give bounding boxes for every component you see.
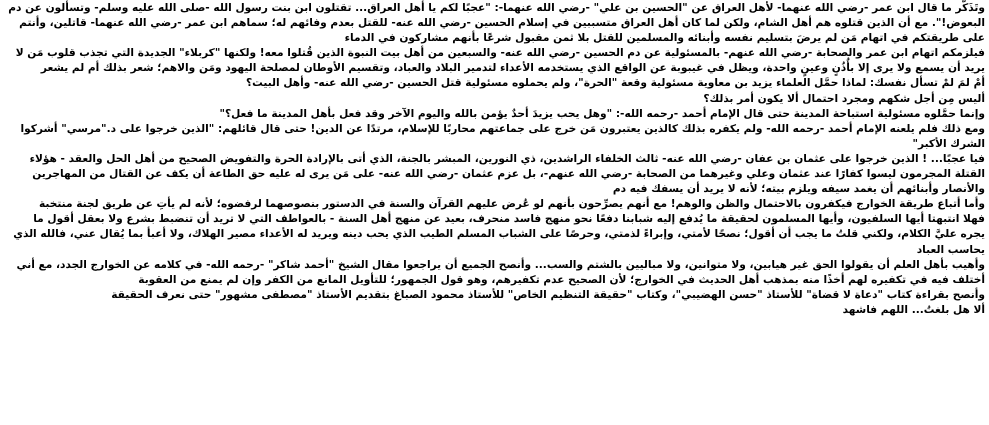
paragraph-ibn-umar-iraq: وتَذَكُّر ما قال ابن عمر -رضي الله عنهما- لأهل العراق عن "الحسين بن علي" -رضي الله عنهما-: "عجبًا لكم يا أهل العراق... تقتلون ابن بنت رسول الله -صلى الله عليه وسلم- وتسألون عن دم البعوض!". مع أن الذين قتلوه هم أهل الشام، ولكن لما كان أهل العراق متسببين في إسلام الحسين -رضي الله عنه- للقتل بعدم وفائهم له؛ سماهم ابن عمر -رضي الله عنهما- قاتلين، وأنتم على طريقتكم في اتهام مَن لم يرضَ بتسليم نفسه وأبنائه والمسلمين للقتل بلا ثمن مقبول شرعًا بأنهم مشاركون في الدماء [8, 2, 985, 45]
paragraph-no-takfir: ومع ذلك فلم يلعنه الإمام أحمد -رحمه الله- ولم يكفره بذلك كالذين يعتبرون مَن خرج على جماعتهم محاربًا للإسلام، مرتدًا عن الدين! حتى قال قائلهم: "الذين خرجوا على د."مرسي" أشركوا الشرك الأكبر" [20, 122, 985, 150]
paragraph-advice-scholars: وأهيب بأهل العلم أن يقولوا الحق غير هيابين، ولا متوانين، ولا مباليين بالشتم والسب... وأنصح الجميع أن يراجعوا مقال الشيخ "أحمد شاكر" -رحمه الله- في كلامه عن الخوارج الجدد، مع أني أختلف فيه في تكفيره لهم أخذًا منه بمذهب أهل الحديث في الخوارج؛ لأن الصحيح عدم تكفيرهم، وهو قول الجمهور؛ للتأويل المانع من الكفر وإن لم يمنع من العقوبة [16, 258, 985, 286]
paragraph-reading-advice: وأنصح بقراءة كتاب "دعاة لا قضاة" للأستاذ "حسن الهضيبي"، وكتاب "حقيقة التنظيم الخاص" للأستاذ محمود الصباغ بتقديم الأستاذ "مصطفى مشهور" حتى نعرف الحقيقة [111, 288, 985, 301]
paragraph-warning-salafis: فهلا انتبهتا أيها السلفيون، وأيها المسلمون لحقيقة ما يُدفع إليه شبابنا دفعًا نحو منهج فاسد منحرف، بعيد عن منهج أهل السنة - بالعواطف التي لا تريد أن تنضبط بشرع ولا بعقل أقول ما يجره عليَّ الكلام، ولكني قلتُ ما يجب أن أقول؛ نصحًا لأمتي، وإبراءً لذمتي، وحرصًا على الشباب المسلم الطيب الذي يحب دينه ويريد له الأعداء مصير الهلاك، ولا أعبأ بما يُقال عني، فالله الذي يحاسب العباد [13, 213, 985, 256]
paragraph-imam-ahmad-quote: وإنما حمَّلوه مسئولية استباحة المدينة حتى قال الإمام أحمد -رحمه الله-: "وهل يحب يزيدَ أحدٌ يؤمن بالله واليوم الآخر وقد فعل بأهل المدينة ما فعل؟" [219, 107, 985, 120]
paragraph-uthman: فيا عجبًا... ! الذين خرجوا على عثمان بن عفان -رضي الله عنه- ثالث الخلفاء الراشدين، ذي النورين، المبشر بالجنة، الذي أتى بالإرادة الحرة والتفويض الصحيح من أهل الحل والعقد - هؤلاء القتلة المجرمون ليسوا كفارًا عند عثمان وعلي وغيرهما من الصحابة -رضي الله عنهم-، بل عزم عثمان -رضي الله عنه- على مَن يرى له عليه حق الطاعة أن يكف عن القتال من المهاجرين والأنصار وأبنائهم أن يغمد سيفه ويلزم بيته؛ لأنه لا يريد أن يسفك فيه دم [29, 152, 985, 196]
paragraph-khawarij-method: وأما أتباع طريقة الخوارج فيكفرون بالاحتمال والظن والوهم! مع أنهم يصرِّحون بأنهم لو عُرض عليهم القرآن والسنة في الدستور بنصوصهما لرفضوه؛ لأنه لم يأتِ عن طريق لجنة منتخبة [38, 198, 985, 211]
paragraph-karbala: فيلزمكم اتهام ابن عمر والصحابة -رضي الله عنهم- بالمسئولية عن دم الحسين -رضي الله عنه- والسبعين من أهل بيت النبوة الذين قُتلوا معه! ولكنها "كربلاء" الجديدة التي تجذب قلوب مَن لا يريد أن يسمع ولا يرى إلا بأُذُنٍ وعينٍ واحدة، ويظل في غيبوبة عن الواقع الذي يستخدمه الأعداء لتدمير البلاد والعباد، وتقسيم الأوطان لمصلحة اليهود ومَن والاهم؛ شعر بذلك أم لم يشعر [15, 47, 985, 75]
paragraph-doubt-question: أليس مِن أجل شكهم ومجرد احتمال ألا يكون أمر بذلك؟ [703, 92, 985, 105]
paragraph-harra-question: أمْ لمَ لمْ تسأل نفسك: لماذا حمَّل العلماء يزيد بن معاوية مسئولية وقعة "الحرة"، ولم يحملوه مسئولية قتل الحسين -رضي الله عنه- وأهل البيت؟ [246, 77, 985, 90]
paragraph-closing: ألا هل بلغتُ... اللهم فاشهد [842, 303, 985, 316]
